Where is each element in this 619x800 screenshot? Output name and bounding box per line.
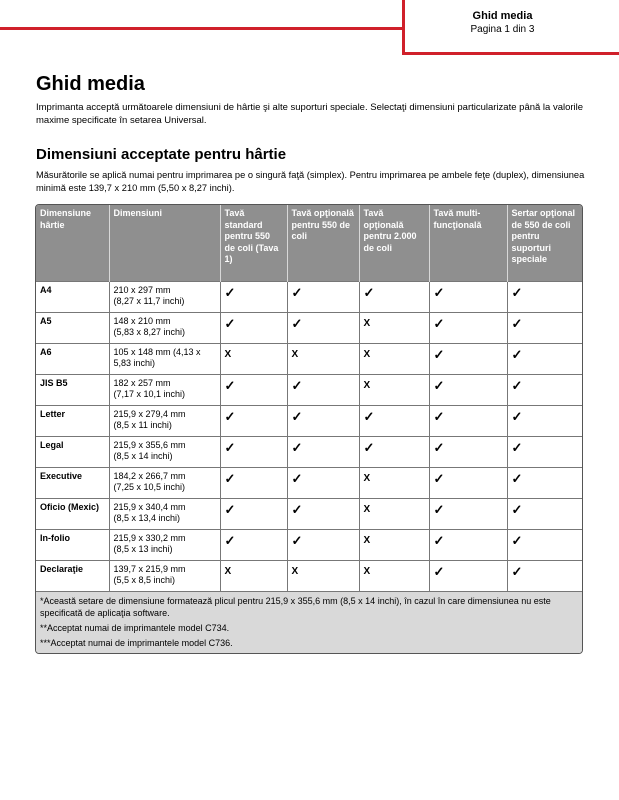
paper-dimensions bbox=[109, 498, 220, 529]
supported-check-icon: ✓ bbox=[287, 405, 359, 436]
paper-dimensions bbox=[109, 467, 220, 498]
dimension-mm: 210 x 297 mm bbox=[113, 284, 171, 295]
dimension-mm: 105 x 148 mm (4,13 x bbox=[113, 346, 201, 357]
intro-paragraph: Imprimanta acceptă următoarele dimensiuni de hârtie şi alte suporturi speciale. Selectaţi dimensiuni particularizate până la valorile maxime specificate în setarea Universal. bbox=[36, 102, 584, 126]
supported-check-icon: ✓ bbox=[429, 498, 507, 529]
paper-dimensions bbox=[109, 374, 220, 405]
table-row bbox=[36, 529, 582, 560]
supported-check-icon: ✓ bbox=[429, 312, 507, 343]
unsupported-mark: X bbox=[220, 560, 287, 591]
dimension-inches: (8,5 x 14 inchi) bbox=[113, 450, 173, 461]
col-header-special-drawer: Sertar opţional de 550 de coli pentru suporturi speciale bbox=[507, 205, 582, 281]
dimension-mm: 215,9 x 330,2 mm bbox=[113, 532, 186, 543]
supported-check-icon: ✓ bbox=[359, 281, 429, 312]
supported-check-icon: ✓ bbox=[220, 405, 287, 436]
supported-check-icon: ✓ bbox=[287, 374, 359, 405]
col-header-opt2000: Tavă opţională pentru 2.000 de coli bbox=[359, 205, 429, 281]
paper-size-name: A4 bbox=[36, 281, 109, 312]
supported-check-icon: ✓ bbox=[220, 467, 287, 498]
supported-check-icon: ✓ bbox=[507, 343, 582, 374]
col-header-tray1: Tavă standard pentru 550 de coli (Tava 1) bbox=[220, 205, 287, 281]
supported-check-icon: ✓ bbox=[287, 281, 359, 312]
page-header bbox=[405, 10, 600, 37]
supported-check-icon: ✓ bbox=[220, 281, 287, 312]
table-row bbox=[36, 498, 582, 529]
dimension-mm: 215,9 x 279,4 mm bbox=[113, 408, 186, 419]
supported-check-icon: ✓ bbox=[507, 374, 582, 405]
table-row bbox=[36, 343, 582, 374]
dimension-inches: (8,5 x 11 inchi) bbox=[113, 419, 172, 430]
section-paragraph: Măsurătorile se aplică numai pentru imprimarea pe o singură faţă (simplex). Pentru imprimarea pe ambele feţe (duplex), dimensiunea minimă este 139,7 x 210 mm (5,50 x 8,27 inchi). bbox=[36, 170, 585, 193]
paper-size-grid bbox=[36, 205, 582, 591]
unsupported-mark: X bbox=[359, 312, 429, 343]
paper-dimensions bbox=[109, 405, 220, 436]
supported-check-icon: ✓ bbox=[287, 467, 359, 498]
supported-check-icon: ✓ bbox=[507, 281, 582, 312]
paper-size-name: Legal bbox=[36, 436, 109, 467]
dimension-inches: (7,17 x 10,1 inchi) bbox=[113, 388, 186, 399]
supported-check-icon: ✓ bbox=[287, 436, 359, 467]
supported-check-icon: ✓ bbox=[287, 498, 359, 529]
dimension-inches: (5,5 x 8,5 inchi) bbox=[113, 574, 176, 585]
paper-size-name: Declaraţie bbox=[36, 560, 109, 591]
unsupported-mark: X bbox=[359, 529, 429, 560]
table-row bbox=[36, 436, 582, 467]
supported-check-icon: ✓ bbox=[359, 405, 429, 436]
paper-dimensions bbox=[109, 343, 220, 374]
page-title: Ghid media bbox=[36, 73, 145, 95]
header-title: Ghid media bbox=[472, 10, 533, 22]
col-header-dimensions: Dimensiuni bbox=[109, 205, 220, 281]
header-rule-left bbox=[0, 27, 404, 30]
dimension-inches: 5,83 inchi) bbox=[113, 357, 156, 368]
paper-size-table bbox=[35, 204, 583, 654]
paper-size-name: JIS B5 bbox=[36, 374, 109, 405]
paper-size-name: Letter bbox=[36, 405, 109, 436]
dimension-inches: (7,25 x 10,5 inchi) bbox=[113, 481, 186, 492]
dimension-mm: 184,2 x 266,7 mm bbox=[113, 470, 186, 481]
paper-size-name: Executive bbox=[36, 467, 109, 498]
table-row bbox=[36, 312, 582, 343]
col-header-opt550: Tavă opţională pentru 550 de coli bbox=[287, 205, 359, 281]
col-header-multipurpose: Tavă multi-funcţională bbox=[429, 205, 507, 281]
note-3: ***Acceptat numai de imprimantele model C736. bbox=[40, 638, 233, 648]
dimension-mm: 215,9 x 340,4 mm bbox=[113, 501, 186, 512]
paper-size-name: A6 bbox=[36, 343, 109, 374]
supported-check-icon: ✓ bbox=[507, 560, 582, 591]
paper-dimensions bbox=[109, 312, 220, 343]
dimension-mm: 139,7 x 215,9 mm bbox=[113, 563, 186, 574]
supported-check-icon: ✓ bbox=[507, 312, 582, 343]
supported-check-icon: ✓ bbox=[507, 529, 582, 560]
supported-check-icon: ✓ bbox=[220, 498, 287, 529]
supported-check-icon: ✓ bbox=[220, 529, 287, 560]
supported-check-icon: ✓ bbox=[220, 436, 287, 467]
note-2: **Acceptat numai de imprimantele model C734. bbox=[40, 623, 230, 633]
unsupported-mark: X bbox=[359, 374, 429, 405]
table-row bbox=[36, 405, 582, 436]
supported-check-icon: ✓ bbox=[507, 436, 582, 467]
paper-dimensions bbox=[109, 560, 220, 591]
unsupported-mark: X bbox=[359, 560, 429, 591]
paper-size-name: In-folio bbox=[36, 529, 109, 560]
dimension-inches: (8,5 x 13,4 inchi) bbox=[113, 512, 181, 523]
supported-check-icon: ✓ bbox=[429, 467, 507, 498]
supported-check-icon: ✓ bbox=[287, 529, 359, 560]
table-row bbox=[36, 467, 582, 498]
supported-check-icon: ✓ bbox=[287, 312, 359, 343]
table-row bbox=[36, 281, 582, 312]
paper-dimensions bbox=[109, 529, 220, 560]
paper-size-name: Oficio (Mexic) bbox=[36, 498, 109, 529]
supported-check-icon: ✓ bbox=[429, 405, 507, 436]
dimension-inches: (8,5 x 13 inchi) bbox=[113, 543, 173, 554]
header-page-number: Pagina 1 din 3 bbox=[470, 24, 535, 35]
dimension-inches: (8,27 x 11,7 inchi) bbox=[113, 295, 185, 306]
table-row bbox=[36, 374, 582, 405]
supported-check-icon: ✓ bbox=[507, 498, 582, 529]
supported-check-icon: ✓ bbox=[429, 436, 507, 467]
supported-check-icon: ✓ bbox=[429, 374, 507, 405]
dimension-inches: (5,83 x 8,27 inchi) bbox=[113, 326, 186, 337]
supported-check-icon: ✓ bbox=[507, 405, 582, 436]
supported-check-icon: ✓ bbox=[220, 374, 287, 405]
supported-check-icon: ✓ bbox=[359, 436, 429, 467]
supported-check-icon: ✓ bbox=[507, 467, 582, 498]
unsupported-mark: X bbox=[220, 343, 287, 374]
col-header-size: Dimensiune hârtie bbox=[36, 205, 109, 281]
section-title: Dimensiuni acceptate pentru hârtie bbox=[36, 146, 287, 163]
supported-check-icon: ✓ bbox=[429, 343, 507, 374]
dimension-mm: 182 x 257 mm bbox=[113, 377, 171, 388]
dimension-mm: 148 x 210 mm bbox=[113, 315, 171, 326]
unsupported-mark: X bbox=[359, 467, 429, 498]
header-rule-right bbox=[402, 52, 619, 55]
table-notes bbox=[36, 591, 582, 653]
supported-check-icon: ✓ bbox=[220, 312, 287, 343]
unsupported-mark: X bbox=[359, 498, 429, 529]
supported-check-icon: ✓ bbox=[429, 560, 507, 591]
table-row bbox=[36, 560, 582, 591]
supported-check-icon: ✓ bbox=[429, 281, 507, 312]
paper-dimensions bbox=[109, 436, 220, 467]
paper-size-name: A5 bbox=[36, 312, 109, 343]
supported-check-icon: ✓ bbox=[429, 529, 507, 560]
unsupported-mark: X bbox=[287, 560, 359, 591]
table-header-row bbox=[36, 205, 582, 281]
note-1: *Această setare de dimensiune formatează plicul pentru 215,9 x 355,6 mm (8,5 x 14 inchi), în cazul în care dimensiunea nu este specificată de aplicaţia software. bbox=[40, 596, 551, 618]
unsupported-mark: X bbox=[287, 343, 359, 374]
dimension-mm: 215,9 x 355,6 mm bbox=[113, 439, 186, 450]
unsupported-mark: X bbox=[359, 343, 429, 374]
paper-dimensions bbox=[109, 281, 220, 312]
